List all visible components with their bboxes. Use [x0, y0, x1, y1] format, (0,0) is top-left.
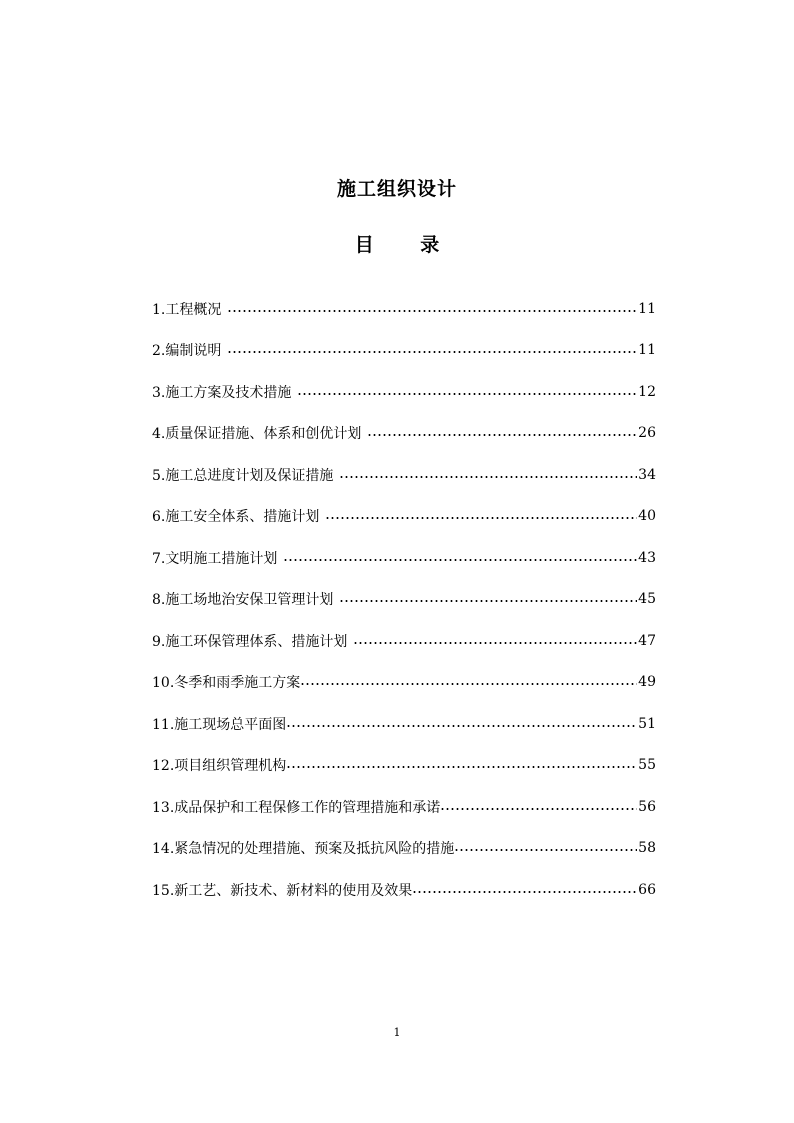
toc-entry-page: 26 [638, 425, 656, 442]
toc-entry-label: 6.施工安全体系、措施计划 [152, 509, 320, 526]
page-number: 1 [393, 1026, 401, 1039]
toc-dot-leader [286, 724, 637, 728]
toc-dot-leader [283, 558, 637, 562]
toc-entry-page: 49 [638, 674, 656, 691]
toc-entry-page: 55 [638, 757, 656, 774]
toc-entry-label: 5.施工总进度计划及保证措施 [152, 467, 334, 484]
toc-entry[interactable] [152, 786, 656, 828]
toc-dot-leader [227, 350, 637, 354]
toc-entry[interactable] [152, 413, 656, 455]
toc-entry-label: 9.施工环保管理体系、措施计划 [152, 633, 348, 650]
toc-entry-page: 34 [638, 466, 656, 483]
toc-entry-label: 14.紧急情况的处理措施、预案及抵抗风险的措施 [152, 841, 455, 858]
toc-entry-page: 40 [638, 508, 656, 525]
toc-entry-label: 1.工程概况 [152, 301, 222, 318]
toc-entry[interactable] [152, 537, 656, 579]
toc-dot-leader [339, 599, 637, 603]
toc-dot-leader [412, 890, 637, 894]
toc-entry-page: 12 [638, 383, 656, 400]
toc-dot-leader [286, 765, 637, 769]
toc-entry-page: 66 [638, 881, 656, 898]
toc-dot-leader [454, 848, 637, 852]
toc-entry-page: 11 [638, 342, 656, 359]
toc-dot-leader [339, 475, 637, 479]
toc-entry[interactable] [152, 454, 656, 496]
toc-entry-label: 7.文明施工措施计划 [152, 550, 278, 567]
toc-entry[interactable] [152, 288, 656, 330]
toc-entry-label: 8.施工场地治安保卫管理计划 [152, 592, 334, 609]
toc-entry-page: 58 [638, 840, 656, 857]
toc-entry-page: 51 [638, 715, 656, 732]
toc-dot-leader [227, 309, 637, 313]
toc-entry-label: 10.冬季和雨季施工方案 [152, 675, 301, 692]
toc-entry-label: 13.成品保护和工程保修工作的管理措施和承诺 [152, 799, 441, 816]
toc-dot-leader [440, 807, 637, 811]
document-title: 施工组织设计 [336, 178, 457, 200]
toc-entry-label: 2.编制说明 [152, 343, 222, 360]
toc-dot-leader [300, 682, 637, 686]
toc-entry[interactable] [152, 828, 656, 870]
toc-entry-label: 4.质量保证措施、体系和创优计划 [152, 426, 362, 443]
toc-entry[interactable] [152, 496, 656, 538]
toc-entry-page: 56 [638, 798, 656, 815]
toc-entry[interactable] [152, 579, 656, 621]
toc-entry-label: 11.施工现场总平面图 [152, 716, 287, 733]
toc-entry-label: 15.新工艺、新技术、新材料的使用及效果 [152, 882, 413, 899]
toc-dot-leader [353, 641, 637, 645]
toc-entry-page: 47 [638, 632, 656, 649]
toc-entry[interactable] [152, 869, 656, 911]
toc-entry-page: 11 [638, 300, 656, 317]
toc-entry[interactable] [152, 703, 656, 745]
toc-entry[interactable] [152, 330, 656, 372]
toc-entry-page: 43 [638, 549, 656, 566]
toc-entry[interactable] [152, 662, 656, 704]
toc-entry-page: 45 [638, 591, 656, 608]
toc-entry[interactable] [152, 620, 656, 662]
toc-entry-label: 12.项目组织管理机构 [152, 758, 287, 775]
toc-entry-label: 3.施工方案及技术措施 [152, 384, 292, 401]
toc-entry[interactable] [152, 745, 656, 787]
toc-dot-leader [325, 516, 637, 520]
toc-heading: 目 录 [354, 234, 460, 256]
toc-dot-leader [297, 392, 637, 396]
toc-dot-leader [367, 433, 637, 437]
table-of-contents [152, 288, 656, 911]
toc-entry[interactable] [152, 371, 656, 413]
